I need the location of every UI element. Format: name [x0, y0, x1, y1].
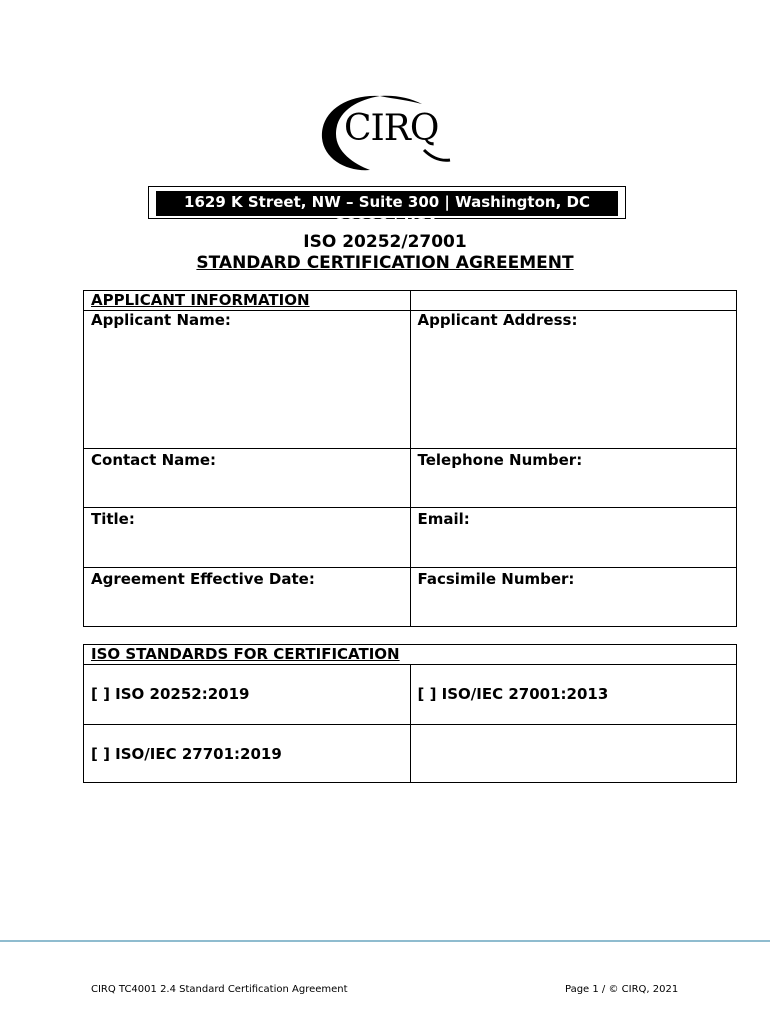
title-label: Title:: [91, 510, 135, 528]
facsimile-number-field[interactable]: [410, 568, 737, 627]
iso-20252-checkbox-label: [ ] ISO 20252:2019: [91, 685, 250, 703]
header-empty-cell: [410, 291, 737, 311]
footer-rule: [0, 940, 770, 942]
facsimile-number-label: Facsimile Number:: [417, 570, 575, 588]
iso-27701-checkbox-label: [ ] ISO/IEC 27701:2019: [91, 745, 282, 763]
telephone-number-label: Telephone Number:: [417, 451, 583, 469]
document-subtitle: STANDARD CERTIFICATION AGREEMENT: [196, 253, 574, 273]
footer-page-number: Page 1 / © CIRQ, 2021: [565, 984, 679, 995]
applicant-address-label: Applicant Address:: [417, 311, 578, 329]
title-field[interactable]: [84, 508, 411, 568]
address-bar: 1629 K Street, NW – Suite 300 | Washington, DC 20006 | USA: [156, 191, 618, 216]
iso-20252-option[interactable]: [84, 665, 411, 725]
telephone-number-field[interactable]: [410, 449, 737, 508]
iso-27701-option[interactable]: [84, 725, 411, 783]
applicant-address-field[interactable]: [410, 311, 737, 449]
iso-27001-option[interactable]: [410, 665, 737, 725]
document-title: ISO 20252/27001: [303, 232, 467, 252]
iso-empty-cell: [410, 725, 737, 783]
contact-name-label: Contact Name:: [91, 451, 217, 469]
applicant-information-table: [83, 290, 737, 627]
iso-standards-table: [83, 644, 737, 783]
iso-standards-header: ISO STANDARDS FOR CERTIFICATION: [84, 645, 737, 665]
applicant-information-header: APPLICANT INFORMATION: [84, 291, 411, 311]
applicant-name-field[interactable]: [84, 311, 411, 449]
iso-27001-checkbox-label: [ ] ISO/IEC 27001:2013: [417, 685, 609, 703]
footer-document-id: CIRQ TC4001 2.4 Standard Certification Agreement: [91, 984, 348, 995]
email-label: Email:: [417, 510, 470, 528]
effective-date-label: Agreement Effective Date:: [91, 570, 315, 588]
applicant-name-label: Applicant Name:: [91, 311, 231, 329]
logo-text: CIRQ: [344, 108, 439, 149]
effective-date-field[interactable]: [84, 568, 411, 627]
email-field[interactable]: [410, 508, 737, 568]
contact-name-field[interactable]: [84, 449, 411, 508]
